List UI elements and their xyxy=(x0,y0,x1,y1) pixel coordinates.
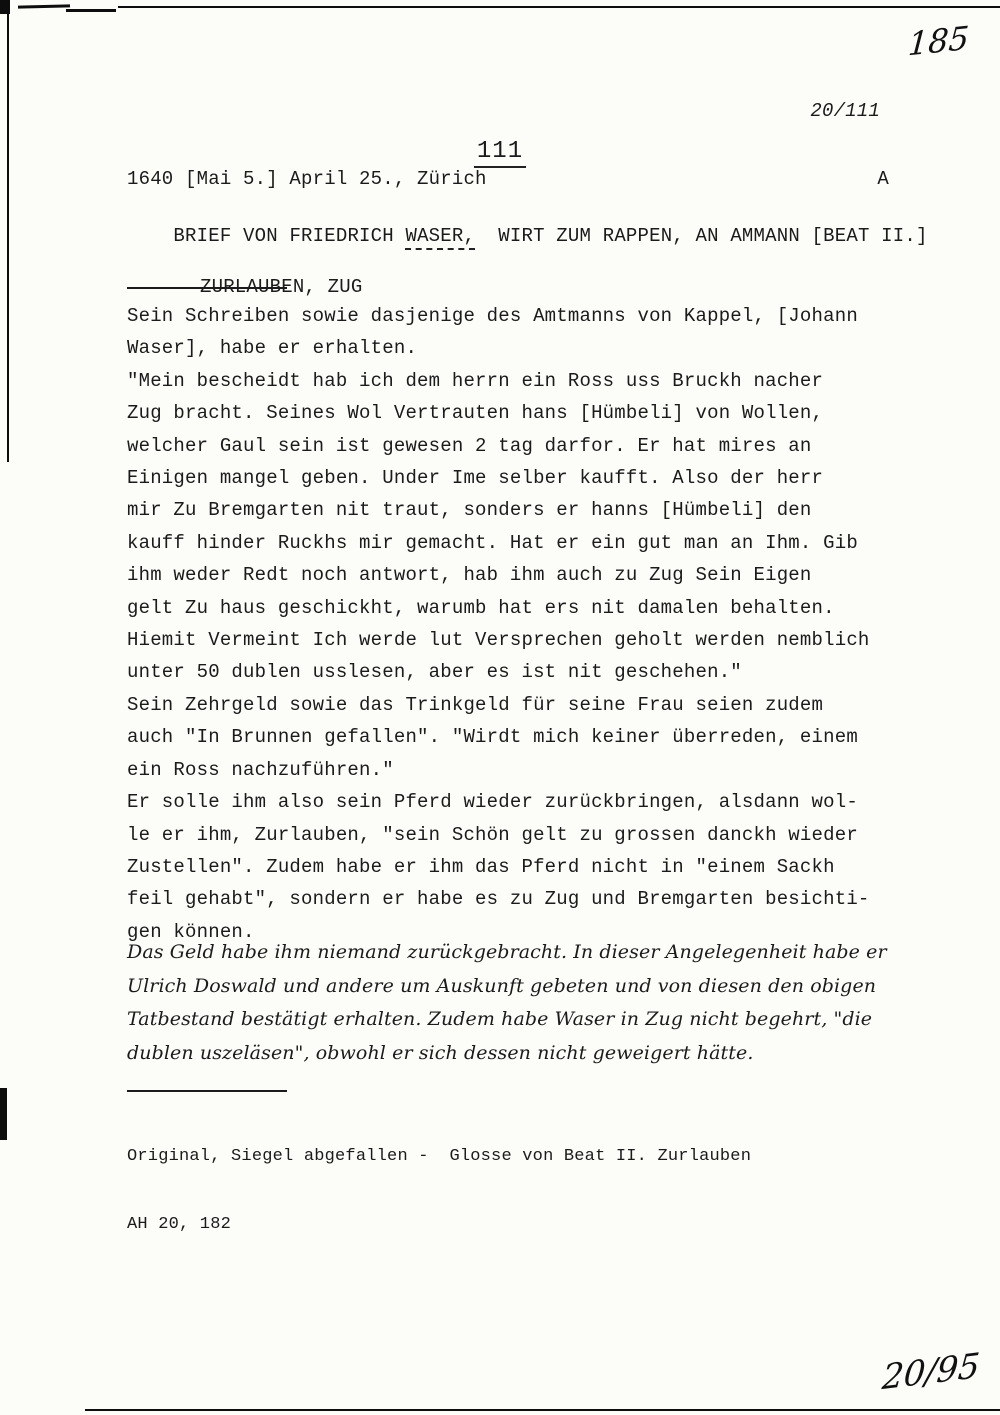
scan-artifact-left-block xyxy=(0,1088,7,1140)
body-line: Waser], habe er erhalten. xyxy=(127,337,418,360)
body-line: ihm weder Redt noch antwort, hab ihm auch zu Zug Sein Eigen xyxy=(127,564,812,587)
body-line: Er solle ihm also sein Pferd wieder zurückbringen, alsdann wol- xyxy=(127,791,858,814)
body-line: Zustellen". Zudem habe er ihm das Pferd nicht in "einem Sackh xyxy=(127,855,835,878)
scan-artifact-top-line xyxy=(118,6,1000,8)
italic-line: Ulrich Doswald und andere um Auskunft gebeten und von diesen den obigen xyxy=(127,974,877,997)
italic-addendum xyxy=(127,936,887,1070)
title-part-2: WIRT ZUM RAPPEN, AN AMMANN [BEAT II.] xyxy=(475,224,928,247)
body-line: Zug bracht. Seines Wol Vertrauten hans [Hümbeli] von Wollen, xyxy=(127,402,824,425)
handwritten-number-top: 185 xyxy=(906,18,971,64)
body-line: Einigen mangel geben. Under Ime selber kaufft. Also der herr xyxy=(127,467,824,490)
document-number-wrap xyxy=(0,138,1000,168)
date-line: 1640 [Mai 5.] April 25., Zürich xyxy=(127,168,487,190)
archive-folio: 20/111 xyxy=(810,100,880,122)
body-line: feil gehabt", sondern er habe es zu Zug und Bremgarten besichti- xyxy=(127,888,870,911)
body-line: auch "In Brunnen gefallen". "Wirdt mich keiner überreden, einem xyxy=(127,726,858,749)
body-line: unter 50 dublen usslesen, aber es ist nit geschehen." xyxy=(127,661,742,684)
date-row xyxy=(127,168,889,190)
source-note xyxy=(127,1101,751,1281)
body-line: gelt Zu haus geschickht, warumb hat ers nit damalen behalten. xyxy=(127,596,835,619)
source-note-line-2: AH 20, 182 xyxy=(127,1214,232,1234)
body-text xyxy=(127,300,870,948)
title-line-2: ZURLAUBEN, ZUG xyxy=(200,275,363,298)
body-line: welcher Gaul sein ist gewesen 2 tag darfor. Er hat mires an xyxy=(127,434,812,457)
letter-mark: A xyxy=(877,168,889,190)
italic-line: Tatbestand bestätigt erhalten. Zudem habe Waser in Zug nicht begehrt, "die xyxy=(127,1008,873,1031)
divider-top xyxy=(127,287,287,289)
body-line: kauff hinder Ruckhs mir gemacht. Hat er ein gut man an Ihm. Gib xyxy=(127,531,858,554)
body-line: Hiemit Vermeint Ich werde lut Versprechen geholt werden nemblich xyxy=(127,629,870,652)
body-line: ein Ross nachzuführen." xyxy=(127,758,394,781)
document-number: 111 xyxy=(474,138,526,168)
body-line: Sein Schreiben sowie dasjenige des Amtmanns von Kappel, [Johann xyxy=(127,305,858,327)
body-line: gen können. xyxy=(127,920,255,943)
handwritten-number-bottom: 20/95 xyxy=(880,1345,982,1399)
body-line: le er ihm, Zurlauben, "sein Schön gelt zu grossen danckh wieder xyxy=(127,823,858,846)
title-underlined-name: WASER, xyxy=(405,225,475,250)
scan-artifact-top-dash-2 xyxy=(66,9,116,12)
body-line: mir Zu Bremgarten nit traut, sonders er hanns [Hümbeli] den xyxy=(127,499,812,522)
scan-artifact-bottom-line xyxy=(85,1409,1000,1411)
source-note-line-1: Original, Siegel abgefallen - Glosse von Beat II. Zurlauben xyxy=(127,1147,752,1166)
divider-bottom xyxy=(127,1090,287,1092)
scan-artifact-top-dash-1 xyxy=(18,4,70,8)
body-line: Sein Zehrgeld sowie das Trinkgeld für seine Frau seien zudem xyxy=(127,693,824,716)
body-line: "Mein bescheidt hab ich dem herrn ein Ross uss Bruckh nacher xyxy=(127,369,824,392)
title-part-1: BRIEF VON FRIEDRICH xyxy=(173,224,406,247)
scan-artifact-left-line xyxy=(7,12,9,462)
italic-line: Das Geld habe ihm niemand zurückgebracht. In dieser Angelegenheit habe er xyxy=(127,941,887,963)
italic-line: dublen uszeläsen", obwohl er sich dessen nicht geweigert hätte. xyxy=(127,1041,754,1064)
